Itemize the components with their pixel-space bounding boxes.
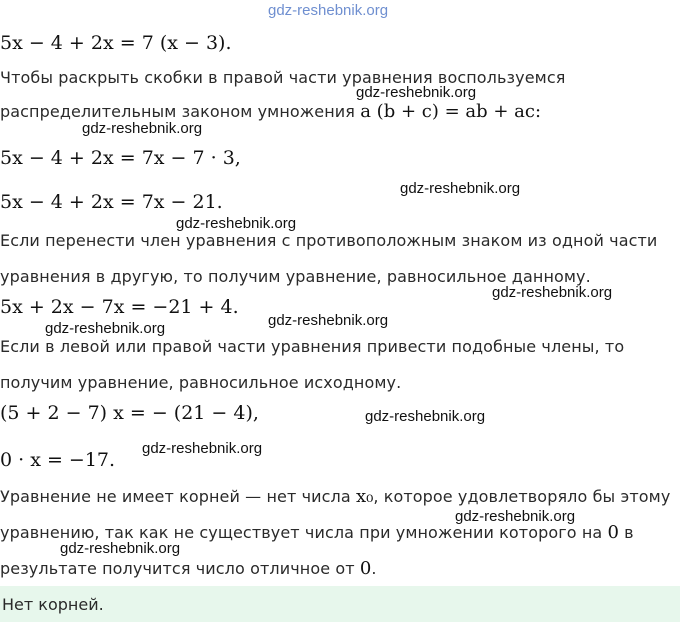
text-line-7: уравнения в другую, то получим уравнение, равносильное данному. [0, 267, 591, 286]
answer-text: Нет корней. [2, 595, 104, 614]
watermark: gdz-reshebnik.org [142, 440, 263, 457]
text-line-6: Если перенести член уравнения с противоположным знаком из одной части [0, 231, 658, 250]
text-line-13-a: Уравнение не имеет корней — нет числа [0, 487, 356, 506]
watermark: gdz-reshebnik.org [82, 120, 203, 137]
watermark: gdz-reshebnik.org [60, 540, 181, 557]
text-line-2: Чтобы раскрыть скобки в правой части уравнения воспользуемся [0, 68, 566, 87]
text-line-10: получим уравнение, равносильное исходному. [0, 373, 402, 392]
equation-line-1: 5x − 4 + 2x = 7 (x − 3). [0, 32, 232, 54]
text-line-3 [0, 101, 541, 122]
text-line-13-b: , которое удовлетворяло бы этому [373, 487, 671, 506]
text-line-15-b: . [371, 559, 377, 578]
text-line-13 [0, 486, 670, 507]
watermark: gdz-reshebnik.org [455, 508, 576, 525]
text-line-14-b: в [618, 523, 634, 542]
text-line-15 [0, 558, 377, 579]
equation-line-4: 5x − 4 + 2x = 7x − 7 · 3, [0, 147, 241, 169]
watermark: gdz-reshebnik.org [268, 312, 389, 329]
watermark: gdz-reshebnik.org [365, 408, 486, 425]
text-line-3-text: распределительным законом умножения [0, 102, 361, 121]
watermark: gdz-reshebnik.org [45, 320, 166, 337]
answer-box [0, 586, 680, 622]
zero-symbol: 0 [607, 522, 619, 543]
watermark: gdz-reshebnik.org [400, 180, 521, 197]
watermark-top: gdz-reshebnik.org [268, 2, 389, 19]
watermark: gdz-reshebnik.org [492, 284, 613, 301]
equation-line-12: 0 · x = −17. [0, 449, 116, 471]
x0-symbol: x₀ [355, 486, 374, 507]
watermark: gdz-reshebnik.org [356, 84, 477, 101]
text-line-14-a: уравнению, так как не существует числа при умножении которого на [0, 523, 608, 542]
distributive-law-formula: a (b + c) = ab + ac: [360, 101, 542, 122]
equation-line-11: (5 + 2 − 7) x = − (21 − 4), [0, 402, 259, 424]
zero-symbol-2: 0 [359, 558, 372, 579]
equation-line-5: 5x − 4 + 2x = 7x − 21. [0, 191, 223, 213]
text-line-9: Если в левой или правой части уравнения привести подобные члены, то [0, 337, 625, 356]
watermark: gdz-reshebnik.org [176, 215, 297, 232]
text-line-15-a: результате получится число отличное от [0, 559, 360, 578]
equation-line-8: 5x + 2x − 7x = −21 + 4. [0, 296, 239, 318]
